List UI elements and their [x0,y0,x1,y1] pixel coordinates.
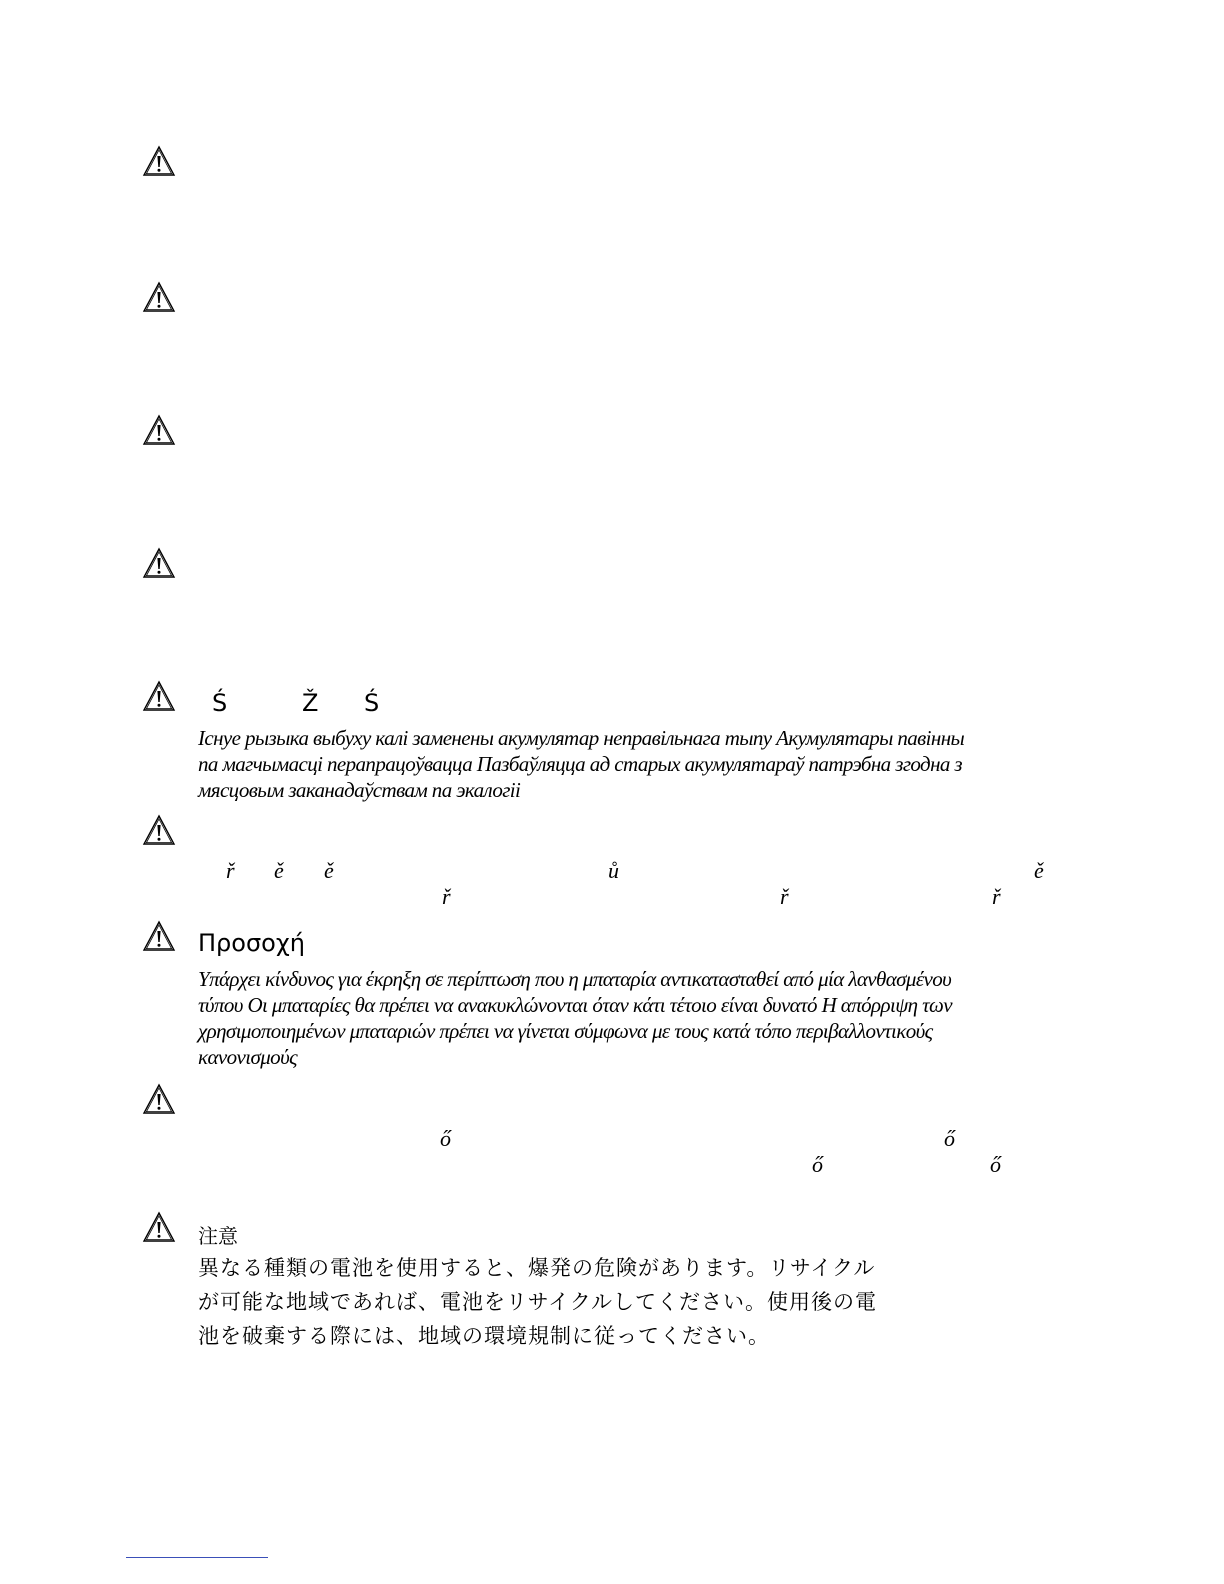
czech-text-line [198,884,1078,910]
warning-triangle-icon [142,814,176,846]
text-fragment: ě [1034,858,1044,883]
text-line: が可能な地域であれば、電池をリサイクルしてください。使用後の電 [198,1290,878,1314]
warning-triangle-icon [142,547,176,579]
japanese-warning-text [198,1251,877,1353]
text-fragment: ě [274,858,284,883]
heading-fragment: Ś [364,689,380,717]
text-fragment: ő [440,1126,451,1151]
warning-triangle-icon [142,145,176,177]
text-fragment: ő [812,1152,823,1177]
warning-triangle-icon [142,1083,176,1115]
hungarian-text-line [198,1126,1078,1152]
text-fragment: ő [990,1152,1001,1177]
warning-triangle-icon [142,920,176,952]
text-line: τύπου Οι μπαταρίες θα πρέπει να ανακυκλώνονται όταν κάτι τέτοιο είναι δυνατό Η απόρριψη των [198,993,952,1017]
warning-triangle-icon [142,414,176,446]
greek-heading: Προσοχή [198,929,305,957]
text-fragment: ř [442,884,451,909]
warning-triangle-icon [142,281,176,313]
text-fragment: ě [324,858,334,883]
text-line: κανονισμούς [198,1045,298,1069]
text-fragment: ů [608,858,619,883]
heading-fragment: Ś [212,689,228,717]
warning-triangle-icon [142,1211,176,1243]
text-fragment: ő [944,1126,955,1151]
hungarian-text-line [198,1152,1078,1178]
belarusian-warning-text [198,725,1078,803]
japanese-heading: 注意 [198,1224,238,1248]
text-fragment: ř [226,858,235,883]
text-line: Існуе рызыка выбуху калі заменены акумулятар неправільнага тыпу Акумулятары павінны [198,726,965,750]
text-line: па магчымасці перапрацоўвацца Пазбаўляцца ад старых акумулятараў патрэбна згодна з [198,752,963,776]
text-fragment: ř [992,884,1001,909]
text-line: 池を破棄する際には、地域の環境規制に従ってください。 [198,1324,770,1348]
text-line: 異なる種類の電池を使用すると、爆発の危険があります。リサイクル [198,1256,876,1280]
text-fragment: ř [780,884,789,909]
text-line: мясцовым заканадаўствам па экалогіі [198,778,521,802]
text-line: Υπάρχει κίνδυνος για έκρηξη σε περίπτωση που η μπαταρία αντικατασταθεί από μία λανθασμένου [198,967,952,991]
warning-triangle-icon [142,680,176,712]
text-line: χρησιμοποιημένων μπαταριών πρέπει να γίνεται σύμφωνα με τους κατά τόπο περιβαλλοντικούς [198,1019,933,1043]
czech-text-line [198,858,1078,884]
greek-warning-text [198,966,1078,1070]
footer-rule [126,1557,268,1558]
heading-fragment: Ž [302,689,319,717]
